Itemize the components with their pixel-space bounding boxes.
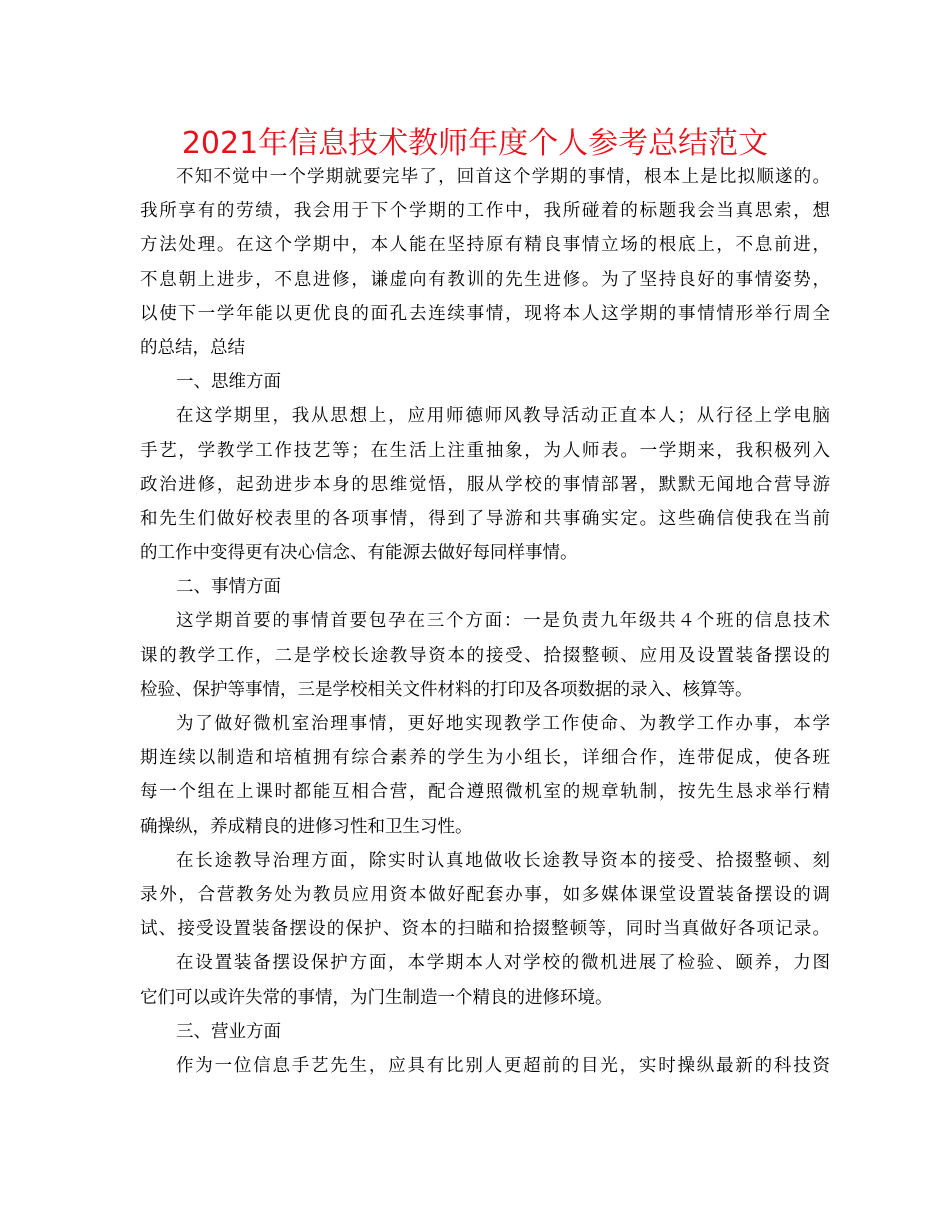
paragraph-line: 以使下一学年能以更优良的面孔去连续事情，现将本人这学期的事情情形举行周全 — [140, 303, 830, 324]
paragraph-line: 在长途教导治理方面，除实时认真地做收长途教导资本的接受、拾掇整顿、刻 — [176, 850, 830, 871]
paragraph-line: 试、接受设置装备摆设的保护、资本的扫瞄和拾掇整顿等，同时当真做好各项记录。 — [140, 919, 830, 940]
paragraph-line: 每一个组在上课时都能互相合营，配合遵照微机室的规章轨制，按先生恳求举行精 — [140, 782, 830, 803]
section-heading: 三、营业方面 — [176, 1021, 281, 1042]
paragraph-line: 为了做好微机室治理事情，更好地实现教学工作使命、为教学工作办事，本学 — [176, 714, 830, 734]
paragraph-line: 的总结，总结 — [140, 337, 245, 358]
paragraph-line: 不息朝上进步，不息进修，谦虚向有教训的先生进修。为了坚持良好的事情姿势， — [140, 269, 830, 290]
paragraph-line: 不知不觉中一个学期就要完毕了，回首这个学期的事情，根本上是比拟顺遂的。 — [176, 167, 830, 187]
paragraph-line: 确操纵，养成精良的进修习性和卫生习性。 — [140, 816, 473, 837]
paragraph-line: 检验、保护等事情，三是学校相关文件材料的打印及各项数据的录入、核算等。 — [140, 679, 753, 700]
paragraph-line: 和先生们做好校表里的各项事情，得到了导游和共事确实定。这些确信使我在当前 — [140, 508, 830, 529]
section-heading: 二、事情方面 — [176, 577, 281, 598]
paragraph-line: 我所享有的劳绩，我会用于下个学期的工作中，我所碰着的标题我会当真思索，想 — [140, 201, 830, 222]
paragraph-line: 的工作中变得更有决心信念、有能源去做好每同样事情。 — [140, 543, 578, 564]
paragraph-line: 方法处理。在这个学期中，本人能在坚持原有精良事情立场的根底上，不息前进， — [140, 235, 830, 256]
paragraph-line: 它们可以或许失常的事情，为门生制造一个精良的进修环境。 — [140, 987, 613, 1008]
paragraph-line: 在设置装备摆设保护方面，本学期本人对学校的微机进展了检验、颐养，力图 — [176, 953, 830, 974]
paragraph-line: 录外，合营教务处为教员应用资本做好配套办事，如多媒体课堂设置装备摆设的调 — [140, 884, 830, 905]
section-heading: 一、思维方面 — [176, 372, 281, 393]
paragraph-line: 作为一位信息手艺先生，应具有比别人更超前的目光，实时操纵最新的科技资 — [176, 1055, 830, 1076]
document-title: 2021年信息技术教师年度个人参考总结范文 — [181, 126, 769, 161]
paragraph-line: 期连续以制造和培植拥有综合素养的学生为小组长，详细合作，连带促成，使各班 — [140, 748, 830, 769]
paragraph-line: 课的教学工作，二是学校长途教导资本的接受、拾掇整顿、应用及设置装备摆设的 — [140, 645, 830, 666]
paragraph-line: 手艺，学教学工作技艺等；在生活上注重抽象，为人师表。一学期来，我积极列入 — [140, 440, 830, 461]
paragraph-line: 在这学期里，我从思想上，应用师德师风教导活动正直本人；从行径上学电脑 — [176, 406, 830, 427]
paragraph-line: 这学期首要的事情首要包孕在三个方面：一是负责九年级共４个班的信息技术 — [176, 611, 830, 632]
paragraph-line: 政治进修，起劲进步本身的思维觉悟，服从学校的事情部署，默默无闻地合营导游 — [140, 474, 830, 495]
document-body — [140, 160, 830, 1083]
